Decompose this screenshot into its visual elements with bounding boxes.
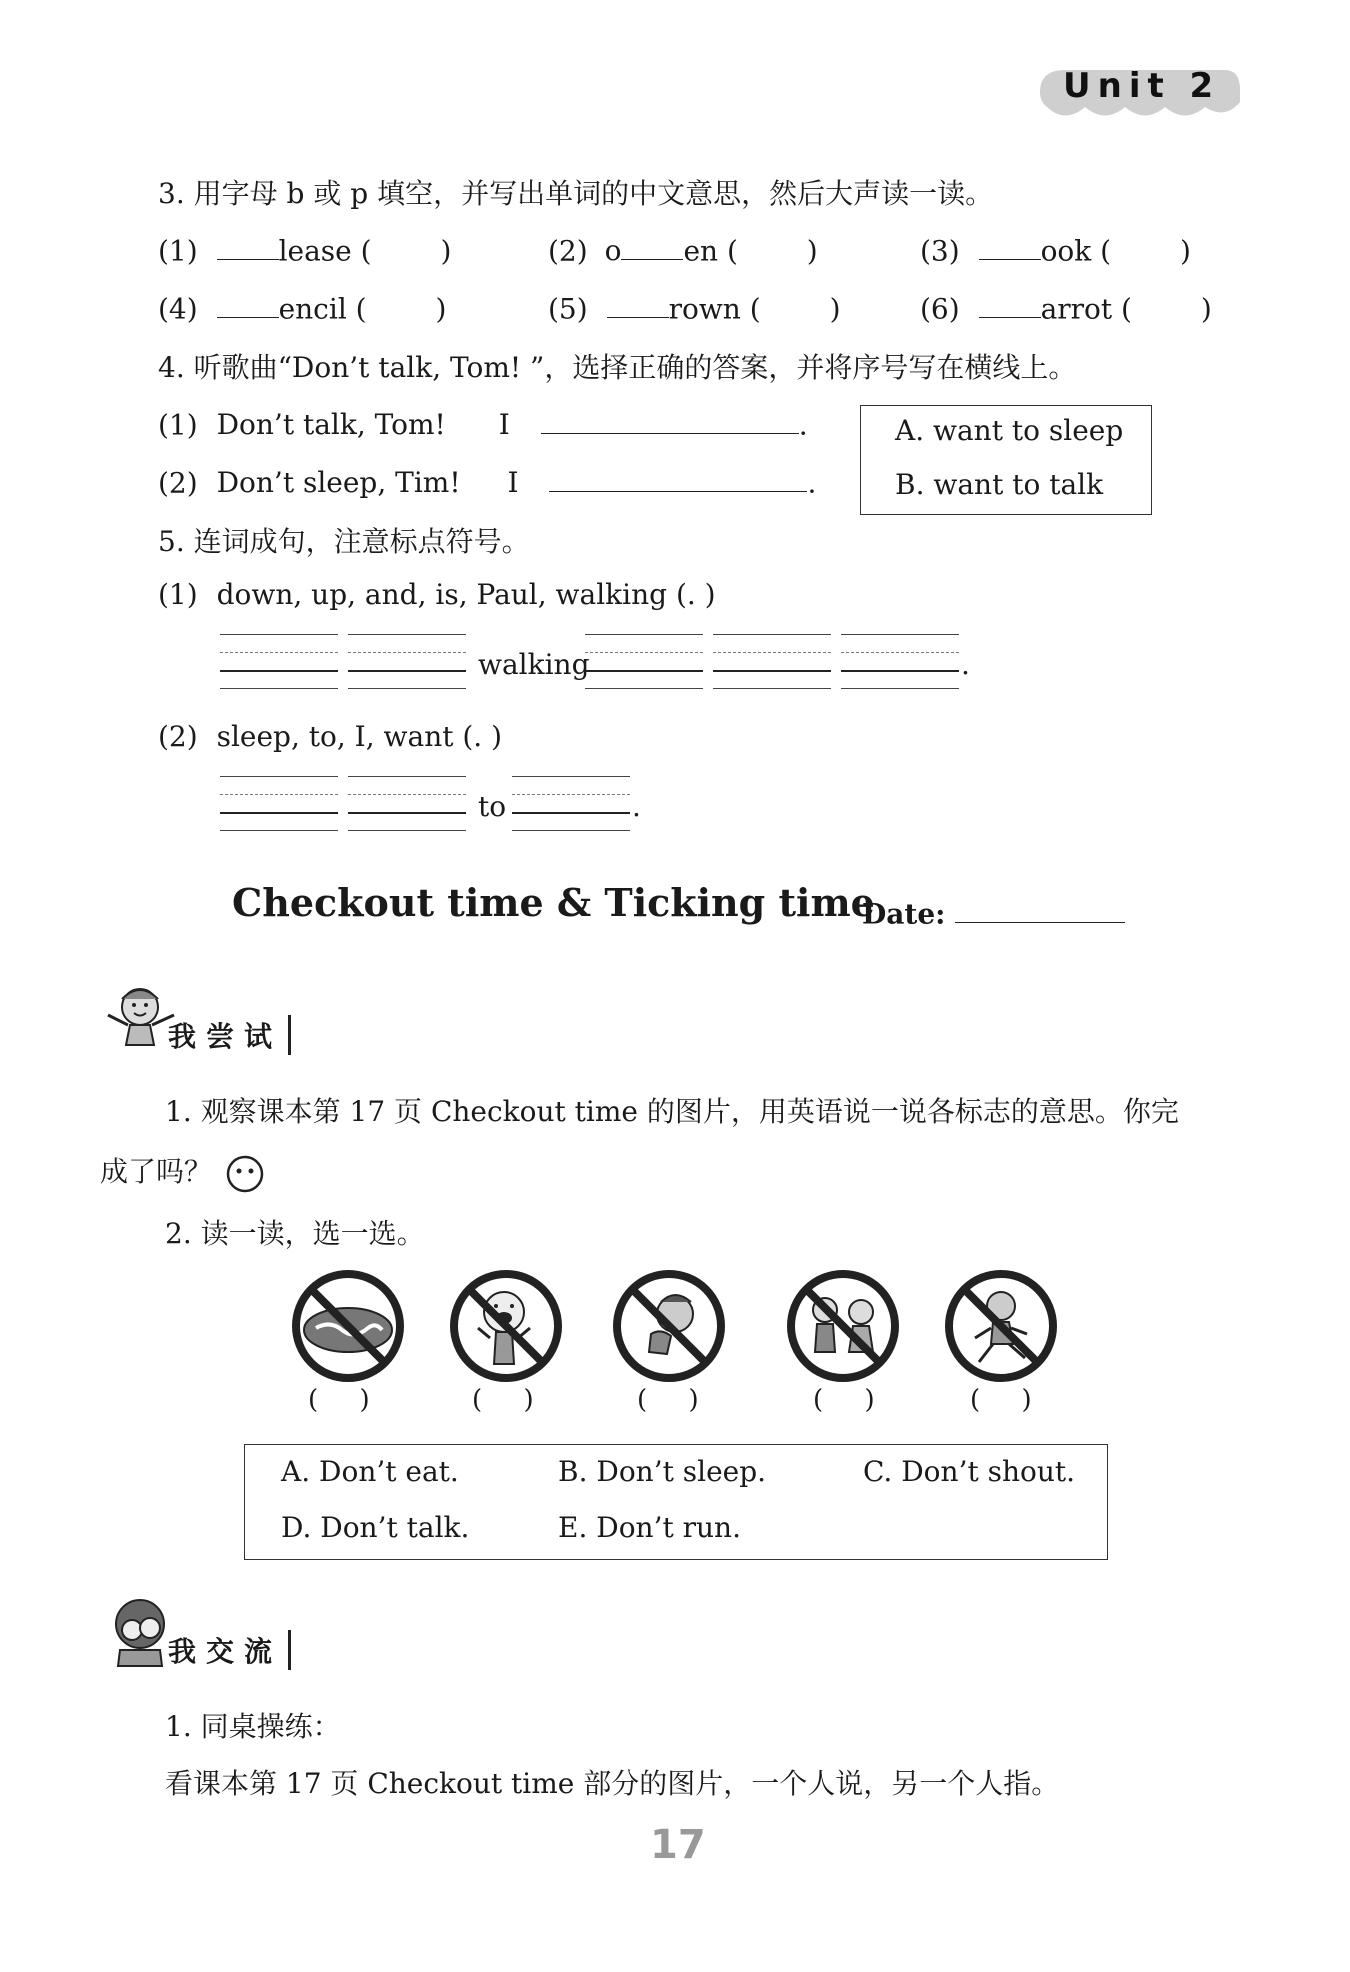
sign-answer-2[interactable]: ( ): [472, 1385, 534, 1415]
share-badge: [100, 1590, 330, 1670]
q3-item-5: (5) rown ( ): [548, 288, 841, 325]
given-word: walking: [478, 648, 590, 681]
period: .: [632, 790, 641, 823]
sign-answer-4[interactable]: ( ): [813, 1385, 875, 1415]
date-label: Date:: [862, 897, 946, 931]
try-q2: 2. 读一读，选一选。: [165, 1217, 425, 1250]
writing-line[interactable]: [220, 634, 338, 688]
answer-blank[interactable]: [549, 462, 807, 492]
no-eating-sign-icon: [290, 1268, 406, 1384]
writing-line[interactable]: [585, 634, 703, 688]
q4-title: 4. 听歌曲“Don’t talk, Tom! ”，选择正确的答案，并将序号写在横线上。: [158, 351, 1077, 384]
q3-item-3: (3) ook ( ): [920, 230, 1191, 267]
answer-blank[interactable]: [607, 288, 669, 318]
share-q1: 1. 同桌操练：: [165, 1710, 341, 1743]
period: .: [961, 648, 970, 681]
choices-box: [244, 1444, 1108, 1560]
q4-option-b: B. want to talk: [895, 468, 1104, 501]
q3-item-4: (4) encil ( ): [158, 288, 446, 325]
choice-c: C. Don’t shout.: [863, 1455, 1076, 1488]
no-talking-sign-icon: [785, 1268, 901, 1384]
try-badge: [100, 975, 330, 1055]
choice-b: B. Don’t sleep.: [558, 1455, 767, 1488]
q3-title: 3. 用字母 b 或 p 填空，并写出单词的中文意思，然后大声读一读。: [158, 177, 994, 210]
answer-blank[interactable]: [541, 404, 799, 434]
q3-item-1: (1) lease ( ): [158, 230, 451, 267]
page-number: 17: [650, 1822, 706, 1868]
q5-item-2: (2) sleep, to, I, want (. ): [158, 720, 503, 753]
smiley-face-icon[interactable]: [225, 1154, 265, 1194]
writing-line[interactable]: [713, 634, 831, 688]
unit-title: Unit 2: [1063, 66, 1221, 106]
try-q1-line2: 成了吗？: [100, 1150, 265, 1194]
given-word: to: [478, 790, 507, 823]
answer-blank[interactable]: [217, 230, 279, 260]
sign-answer-5[interactable]: ( ): [970, 1385, 1032, 1415]
writing-line[interactable]: [348, 776, 466, 830]
try-q1-line1: 1. 观察课本第 17 页 Checkout time 的图片，用英语说一说各标志的意思。你完: [165, 1095, 1179, 1128]
q4-options-box: [860, 405, 1152, 515]
share-label: 我交流: [168, 1630, 291, 1670]
writing-line[interactable]: [220, 776, 338, 830]
sign-answer-3[interactable]: ( ): [637, 1385, 699, 1415]
date-field: [862, 893, 1125, 930]
writing-line[interactable]: [348, 634, 466, 688]
q3-item-2: (2) o en ( ): [548, 230, 818, 267]
choice-e: E. Don’t run.: [558, 1511, 741, 1544]
answer-blank[interactable]: [217, 288, 279, 318]
answer-blank[interactable]: [621, 230, 683, 260]
answer-blank[interactable]: [979, 288, 1041, 318]
no-shouting-sign-icon: [448, 1268, 564, 1384]
answer-blank[interactable]: [979, 230, 1041, 260]
writing-line[interactable]: [512, 776, 630, 830]
no-running-sign-icon: [943, 1268, 1059, 1384]
sign-answer-1[interactable]: ( ): [308, 1385, 370, 1415]
choice-d: D. Don’t talk.: [281, 1511, 470, 1544]
q4-option-a: A. want to sleep: [895, 414, 1124, 447]
date-input[interactable]: [955, 893, 1125, 923]
try-label: 我尝试: [168, 1015, 291, 1055]
choice-a: A. Don’t eat.: [281, 1455, 459, 1488]
q3-item-6: (6) arrot ( ): [920, 288, 1212, 325]
q4-item-2: (2) Don’t sleep, Tim! I .: [158, 462, 816, 499]
share-line: 看课本第 17 页 Checkout time 部分的图片，一个人说，另一个人指。: [165, 1767, 1060, 1800]
q5-title: 5. 连词成句，注意标点符号。: [158, 525, 530, 558]
q4-item-1: (1) Don’t talk, Tom! I .: [158, 404, 808, 441]
no-sleeping-sign-icon: [611, 1268, 727, 1384]
unit-header: [1035, 62, 1240, 122]
writing-line[interactable]: [841, 634, 959, 688]
q5-item-1: (1) down, up, and, is, Paul, walking (. ): [158, 578, 716, 611]
section-title: Checkout time & Ticking time: [232, 880, 875, 925]
